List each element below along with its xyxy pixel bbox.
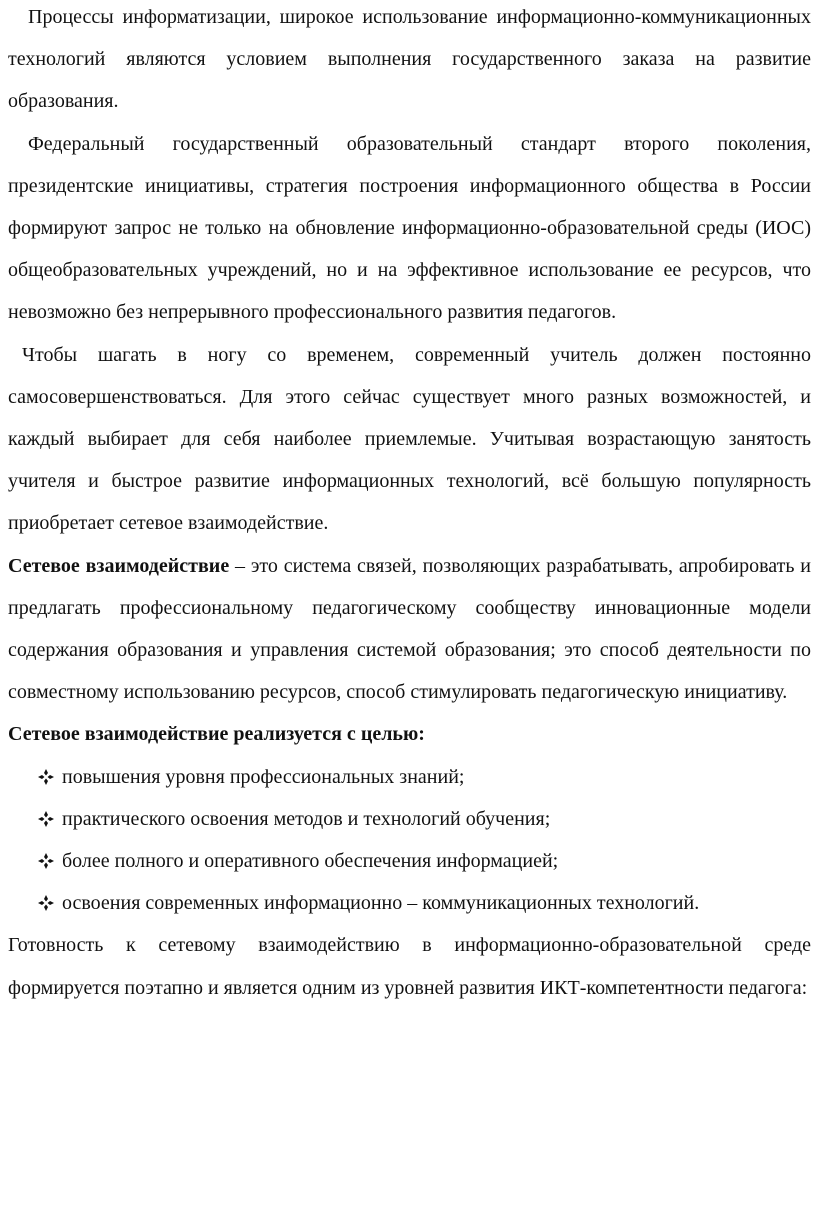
diamond-flower-icon — [38, 882, 56, 924]
goal-text: более полного и оперативного обеспечения информацией; — [62, 850, 559, 873]
goal-list — [8, 756, 811, 925]
paragraph-informatization: Процессы информатизации, широкое использование информационно-коммуникационных технологий являются условием выполнения государственного заказа на развитие образования. — [8, 6, 811, 113]
goal-text: практического освоения методов и технологий обучения; — [62, 807, 551, 830]
list-item — [8, 882, 811, 924]
paragraph-teacher: Чтобы шагать в ногу со временем, современный учитель должен постоянно самосовершенствоваться. Для этого сейчас существует много разных возможностей, и каждый выбирает для себя наиболее приемлемые. Учитывая возрастающую занятость учителя и быстрое развитие информационных технологий, всё большую популярность приобретает сетевое взаимодействие. — [8, 343, 811, 535]
network-definition-text: – это система связей, позволяющих разрабатывать, апробировать и предлагать профессиональному педагогическому сообществу инновационные модели содержания образования и управления системой образования; это способ деятельности по совместному использованию ресурсов, способ стимулировать педагогическую инициативу. — [8, 554, 811, 704]
list-item — [8, 840, 811, 882]
diamond-flower-icon — [38, 840, 56, 882]
network-term: Сетевое взаимодействие — [8, 554, 230, 577]
document-body — [8, 0, 811, 1009]
list-item — [8, 798, 811, 840]
paragraph-network-definition — [8, 545, 811, 714]
goal-text: повышения уровня профессиональных знаний; — [62, 765, 465, 788]
list-item — [8, 756, 811, 798]
paragraph-fgos: Федеральный государственный образовательный стандарт второго поколения, президентские инициативы, стратегия построения информационного общества в России формируют запрос не только на обновление информационно-образовательной среды (ИОС) общеобразовательных учреждений, но и на эффективное использование ее ресурсов, что невозможно без непрерывного профессионального развития педагогов. — [8, 132, 811, 324]
diamond-flower-icon — [38, 756, 56, 798]
goal-heading: Сетевое взаимодействие реализуется с целью: — [8, 723, 425, 746]
goal-text: освоения современных информационно – коммуникационных технологий. — [62, 892, 700, 915]
paragraph-readiness: Готовность к сетевому взаимодействию в информационно-образовательной среде формируется поэтапно и является одним из уровней развития ИКТ-компетентности педагога: — [8, 934, 811, 999]
diamond-flower-icon — [38, 798, 56, 840]
